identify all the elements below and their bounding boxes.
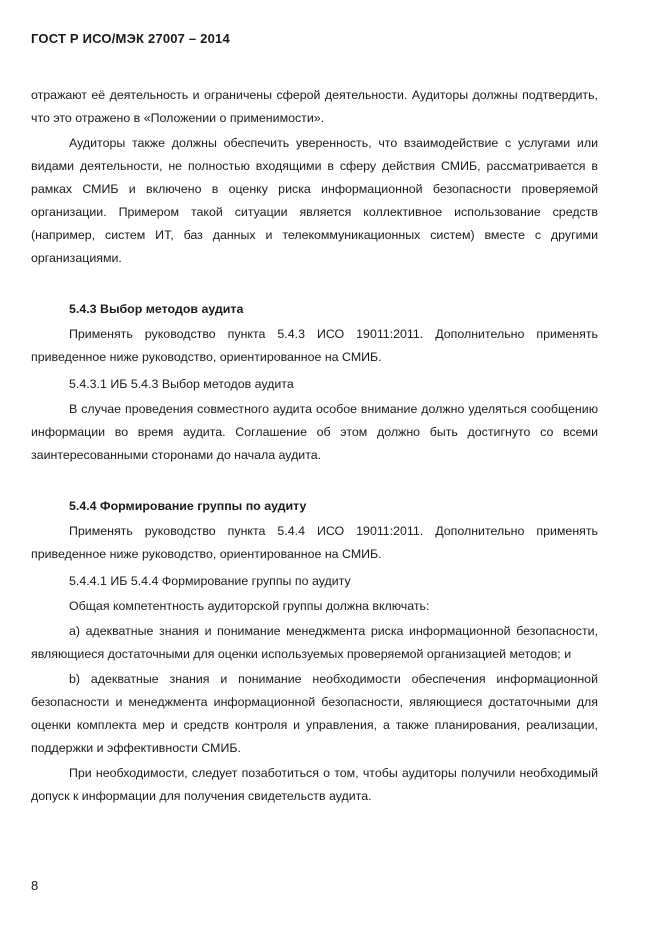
list-item-b: b) адекватные знания и понимание необходимости обеспечения информационной безопасности и менеджмента информационной безопасности, являющиеся достаточными для оценки комплекта мер и средств контроля и управления, а также планирования, реализации, поддержки и эффективности СМИБ. (31, 672, 598, 755)
list-item-a: а) адекватные знания и понимание менеджмента риска информационной безопасности, являющиеся достаточными для оценки используемых проверяемой организацией методов; и (31, 624, 598, 661)
section-heading-5-4-4: 5.4.4 Формирование группы по аудиту (69, 499, 307, 513)
page-content (31, 84, 598, 808)
paragraph-5-4-3-guidance: Применять руководство пункта 5.4.3 ИСО 19011:2011. Дополнительно применять приведенное ниже руководство, ориентированное на СМИБ. (31, 327, 598, 364)
paragraph-5-4-4-guidance: Применять руководство пункта 5.4.4 ИСО 19011:2011. Дополнительно применять приведенное ниже руководство, ориентированное на СМИБ. (31, 524, 598, 561)
subsection-heading-5-4-3-1: 5.4.3.1 ИБ 5.4.3 Выбор методов аудита (69, 377, 294, 391)
page-number: 8 (31, 878, 39, 893)
document-header: ГОСТ Р ИСО/МЭК 27007 – 2014 (31, 31, 230, 46)
paragraph-competence-intro: Общая компетентность аудиторской группы должна включать: (69, 599, 430, 613)
subsection-heading-5-4-4-1: 5.4.4.1 ИБ 5.4.4 Формирование группы по аудиту (69, 574, 351, 588)
section-heading-5-4-3: 5.4.3 Выбор методов аудита (69, 302, 244, 316)
paragraph-interaction-assurance: Аудиторы также должны обеспечить уверенность, что взаимодействие с услугами или видами деятельности, не полностью входящими в сферу действия СМИБ, рассматривается в рамках СМИБ и включено в оценку риска информационной безопасности проверяемой организации. Примером такой ситуации является коллективное использование средств (например, систем ИТ, баз данных и телекоммуникационных систем) вместе с другими организациями. (31, 136, 598, 265)
paragraph-5-4-3-1-joint-audit: В случае проведения совместного аудита особое внимание должно уделяться сообщению информации во время аудита. Соглашение об этом должно быть достигнуто со всеми заинтересованными сторонами до начала аудита. (31, 402, 598, 462)
paragraph-access-clearance: При необходимости, следует позаботиться о том, чтобы аудиторы получили необходимый допуск к информации для получения свидетельств аудита. (31, 766, 598, 803)
paragraph-continuation: отражают её деятельность и ограничены сферой деятельности. Аудиторы должны подтвердить, что это отражено в «Положении о применимости». (31, 88, 598, 125)
